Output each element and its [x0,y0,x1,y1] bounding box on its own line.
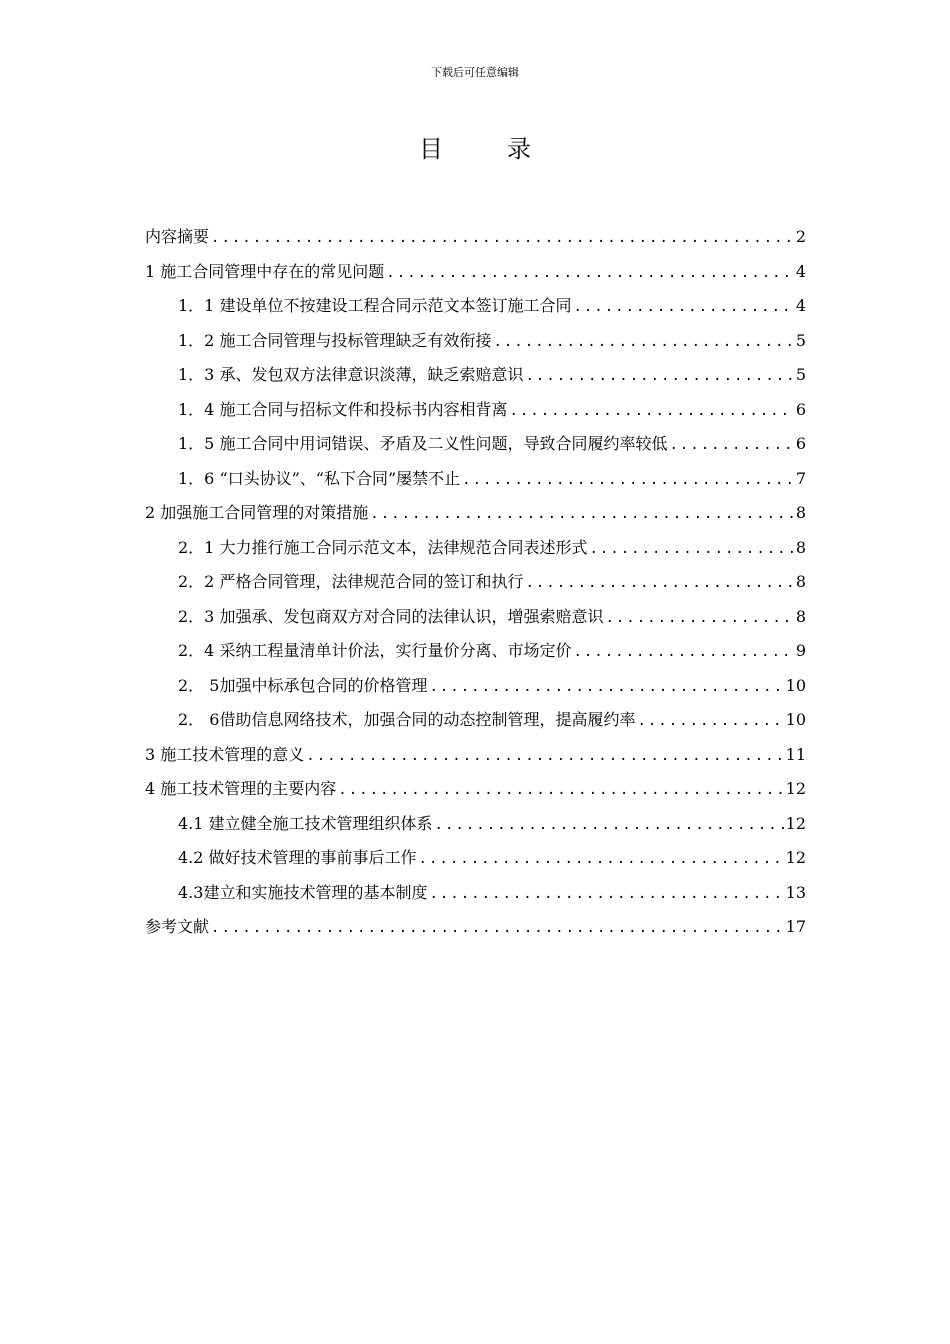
page-title-char-1: 目 [419,135,443,163]
toc-page-number: 12 [785,779,806,798]
toc-page-number: 8 [795,572,806,591]
toc-entry-text: 2 加强施工合同管理的对策措施 [145,503,369,522]
toc-entry[interactable] [145,396,806,431]
toc-page-number: 12 [785,848,806,867]
toc-page-number: 17 [785,917,806,936]
toc-page-number: 5 [795,365,806,384]
toc-dot-leader [637,707,783,735]
toc-dot-leader [525,569,793,597]
toc-entry[interactable] [145,258,806,293]
toc-dot-leader [419,845,784,873]
toc-dot-leader [306,742,783,770]
toc-dot-leader [669,431,793,459]
toc-entry-text: 3 施工技术管理的意义 [145,744,305,764]
toc-entry-text: 2．1 大力推行施工合同示范文本，法律规范合同表述形式 [178,537,588,557]
toc-page-number: 9 [795,641,806,660]
toc-dot-leader [211,224,794,252]
toc-dot-leader [462,466,794,494]
toc-dot-leader [509,397,793,425]
toc-entry[interactable] [145,879,806,914]
toc-page-number: 2 [795,227,806,246]
toc-page-number: 4 [795,296,806,315]
toc-entry-text: 4.3建立和实施技术管理的基本制度 [178,882,428,902]
toc-page-number: 8 [795,503,806,522]
toc-page-number: 5 [795,330,806,350]
toc-page-number: 7 [795,468,806,488]
toc-entry-text: 1．3 承、发包双方法律意识淡薄，缺乏索赔意识 [178,365,524,384]
toc-entry[interactable] [145,568,806,603]
toc-entry[interactable] [145,327,806,362]
toc-dot-leader [573,638,793,666]
toc-entry[interactable] [145,465,806,500]
toc-page-number: 6 [795,399,806,419]
toc-dot-leader [493,328,793,356]
toc-page-number: 10 [785,710,806,729]
toc-entry[interactable] [145,534,806,569]
toc-entry[interactable] [145,810,806,845]
toc-page-number: 6 [795,434,806,453]
toc-entry-text: 参考文献 [145,917,210,936]
toc-entry-text: 1．5 施工合同中用词错误、矛盾及二义性问题，导致合同履约率较低 [178,434,668,453]
toc-dot-leader [525,362,793,390]
toc-dot-leader [573,293,793,321]
toc-page-number: 11 [785,744,806,764]
toc-entry-text: 2．2 严格合同管理，法律规范合同的签订和执行 [178,572,524,591]
toc-entry-text: 1．1 建设单位不按建设工程合同示范文本签订施工合同 [178,296,572,315]
toc-entry-text: 内容摘要 [145,227,210,246]
toc-entry-text: 4 施工技术管理的主要内容 [145,779,337,798]
toc-entry-text: 1．4 施工合同与招标文件和投标书内容相背离 [178,399,508,419]
toc-entry[interactable] [145,223,806,258]
toc-entry[interactable] [145,672,806,707]
toc-entry[interactable] [145,844,806,879]
toc-page-number: 4 [795,261,806,281]
toc-entry[interactable] [145,775,806,810]
header-note: 下载后可任意编辑 [431,66,519,79]
toc-dot-leader [386,259,794,287]
toc-page-number: 10 [785,675,806,695]
toc-dot-leader [338,776,783,804]
toc-entry-text: 2．4 采纳工程量清单计价法，实行量价分离、市场定价 [178,641,572,660]
toc-dot-leader [211,914,784,942]
toc-page-number: 8 [795,537,806,557]
toc-entry-text: 1．6 “口头协议”、“私下合同”屡禁不止 [178,468,461,488]
toc-page-number: 13 [785,882,806,902]
toc-entry-text: 2．3 加强承、发包商双方对合同的法律认识，增强索赔意识 [178,606,604,626]
toc-dot-leader [605,604,793,632]
page-title [0,132,950,166]
toc-entry[interactable] [145,741,806,776]
toc-entry[interactable] [145,913,806,948]
toc-entry[interactable] [145,361,806,396]
toc-dot-leader [429,673,783,701]
toc-entry[interactable] [145,706,806,741]
toc-entry[interactable] [145,430,806,465]
toc-dot-leader [429,880,783,908]
toc-entry-text: 2． 6借助信息网络技术，加强合同的动态控制管理，提高履约率 [178,710,636,729]
toc-page-number: 8 [795,606,806,626]
toc-entry[interactable] [145,637,806,672]
toc-dot-leader [370,500,794,528]
toc-entry-text: 4.2 做好技术管理的事前事后工作 [178,848,417,867]
toc-entry-text: 4.1 建立健全施工技术管理组织体系 [178,813,433,833]
toc-entry-text: 1 施工合同管理中存在的常见问题 [145,261,385,281]
toc-entry[interactable] [145,292,806,327]
table-of-contents [145,223,806,948]
toc-entry[interactable] [145,499,806,534]
toc-entry-text: 2． 5加强中标承包合同的价格管理 [178,675,428,695]
toc-dot-leader [435,811,784,839]
toc-entry-text: 1．2 施工合同管理与投标管理缺乏有效衔接 [178,330,492,350]
toc-dot-leader [589,535,793,563]
page-title-char-2: 录 [507,135,531,163]
toc-page-number: 12 [785,813,806,833]
toc-entry[interactable] [145,603,806,638]
